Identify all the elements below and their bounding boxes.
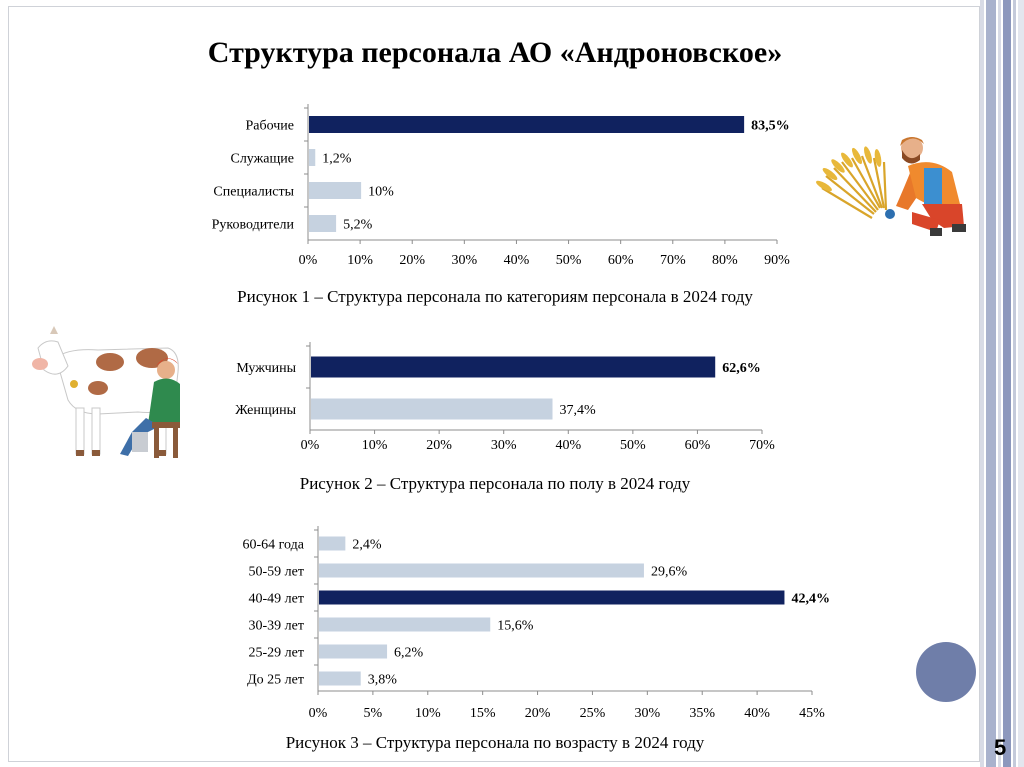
milking-cow-illustration xyxy=(28,322,188,464)
x-tick-label: 10% xyxy=(361,438,388,453)
category-label: Мужчины xyxy=(236,361,296,376)
x-tick-label: 0% xyxy=(298,253,318,268)
bar xyxy=(319,564,644,578)
caption-figure-3: Рисунок 3 – Структура персонала по возрасту в 2024 году xyxy=(285,733,705,752)
x-tick-label: 30% xyxy=(451,253,478,268)
bar xyxy=(319,618,490,632)
category-label: До 25 лет xyxy=(247,672,304,688)
x-tick-label: 30% xyxy=(634,706,661,721)
x-tick-label: 60% xyxy=(684,438,711,453)
value-label: 1,2% xyxy=(322,151,352,167)
x-tick-label: 90% xyxy=(764,253,790,268)
caption-figure-1: Рисунок 1 – Структура персонала по категориям персонала в 2024 году xyxy=(237,287,753,306)
value-label: 10% xyxy=(368,184,394,200)
x-tick-label: 80% xyxy=(712,253,738,268)
x-tick-label: 40% xyxy=(555,438,582,453)
category-label: Руководители xyxy=(211,217,294,233)
caption-figure-2: Рисунок 2 – Структура персонала по полу в 2024 году xyxy=(299,474,691,493)
x-tick-label: 10% xyxy=(414,706,441,721)
x-tick-label: 50% xyxy=(620,438,646,453)
x-tick-label: 25% xyxy=(579,706,606,721)
decorative-circle xyxy=(916,642,976,702)
x-tick-label: 40% xyxy=(744,706,770,721)
x-tick-label: 70% xyxy=(659,253,686,268)
bar xyxy=(319,672,361,686)
x-tick-label: 0% xyxy=(308,706,328,721)
bar xyxy=(319,591,784,605)
x-tick-label: 50% xyxy=(555,253,582,268)
value-label: 37,4% xyxy=(559,403,596,418)
slide-title: Структура персонала АО «Андроновское» xyxy=(207,36,783,69)
x-tick-label: 20% xyxy=(524,706,551,721)
category-label: 30-39 лет xyxy=(248,618,304,634)
category-label: 40-49 лет xyxy=(248,591,304,607)
category-label: 50-59 лет xyxy=(248,564,304,580)
value-label: 62,6% xyxy=(722,361,761,376)
value-label: 83,5% xyxy=(751,118,790,134)
x-tick-label: 70% xyxy=(749,438,775,453)
x-tick-label: 30% xyxy=(490,438,517,453)
category-label: Служащие xyxy=(230,151,294,167)
category-label: Специалисты xyxy=(213,184,294,200)
x-tick-label: 20% xyxy=(399,253,426,268)
bar xyxy=(319,645,387,659)
x-tick-label: 35% xyxy=(689,706,716,721)
x-tick-label: 40% xyxy=(503,253,530,268)
value-label: 15,6% xyxy=(497,618,534,634)
x-tick-label: 5% xyxy=(363,706,383,721)
category-label: 25-29 лет xyxy=(248,645,304,661)
bar xyxy=(319,537,345,551)
value-label: 6,2% xyxy=(394,645,424,661)
x-tick-label: 20% xyxy=(426,438,452,453)
category-label: Женщины xyxy=(235,403,296,418)
page-number: 5 xyxy=(994,735,1007,760)
value-label: 3,8% xyxy=(367,672,397,688)
x-tick-label: 15% xyxy=(469,706,496,721)
x-tick-label: 10% xyxy=(347,253,373,268)
x-tick-label: 45% xyxy=(799,706,825,721)
category-label: Рабочие xyxy=(245,118,294,134)
value-label: 5,2% xyxy=(343,217,373,233)
farmer-harvest-illustration xyxy=(812,128,972,243)
value-label: 2,4% xyxy=(352,537,382,553)
x-tick-label: 0% xyxy=(300,438,320,453)
value-label: 29,6% xyxy=(650,564,688,580)
x-tick-label: 60% xyxy=(607,253,634,268)
category-label: 60-64 года xyxy=(242,537,304,553)
value-label: 42,4% xyxy=(791,591,830,607)
